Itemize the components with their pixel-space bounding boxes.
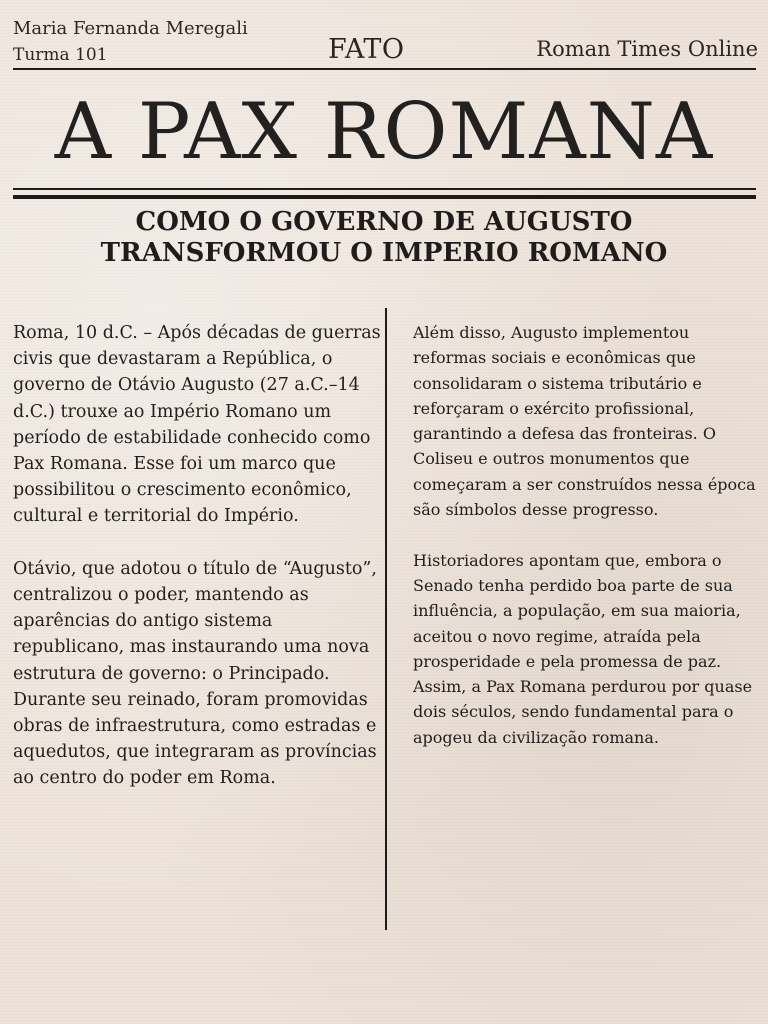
article-paragraph: Roma, 10 d.C. – Após décadas de guerras civis que devastaram a República, o governo de Otávio Augusto (27 a.C.–14 d.C.) trouxe ao Império Romano um período de estabilidade conhecido como Pax Romana. Esse foi um marco que possibilitou o crescimento econômico, cultural e territorial do Império. (13, 323, 381, 527)
article-paragraph: Historiadores apontam que, embora o Senado tenha perdido boa parte de sua influência, a população, em sua maioria, aceitou o novo regime, atraída pela prosperidade e pela promessa de paz. Assim, a Pax Romana perdurou por quase dois séculos, sendo fundamental para o apogeu da civilização romana. (413, 550, 753, 747)
author-class: Turma 101 (13, 45, 108, 65)
author-block (13, 16, 248, 68)
headline-line-1: COMO O GOVERNO DE AUGUSTO (135, 207, 633, 237)
outlet-name: Roman Times Online (536, 37, 758, 61)
masthead-title: A PAX ROMANA (54, 87, 714, 177)
column-divider (385, 308, 387, 930)
article-left-column (13, 320, 385, 792)
article-headline (0, 207, 768, 269)
masthead-rule-thin (13, 188, 756, 190)
headline-line-2: TRANSFORMOU O IMPERIO ROMANO (100, 238, 668, 268)
article-paragraph: Otávio, que adotou o título de “Augusto”, centralizou o poder, mantendo as aparências do antigo sistema republicano, mas instaurando uma nova estrutura de governo: o Principado. Durante seu reinado, foram promovidas obras de infraestrutura, como estradas e aquedutos, que integraram as províncias ao centro do poder em Roma. (13, 558, 377, 789)
masthead-rule-thick (13, 195, 756, 199)
header-rule (13, 68, 756, 70)
author-name: Maria Fernanda Meregali (13, 18, 248, 39)
article-right-column (413, 320, 759, 750)
section-label: FATO (328, 34, 405, 65)
article-paragraph: Além disso, Augusto implementou reformas sociais e econômicas que consolidaram o sistema tributário e reforçaram o exército profissional, garantindo a defesa das fronteiras. O Coliseu e outros monumentos que começaram a ser construídos nessa época são símbolos desse progresso. (413, 323, 756, 520)
